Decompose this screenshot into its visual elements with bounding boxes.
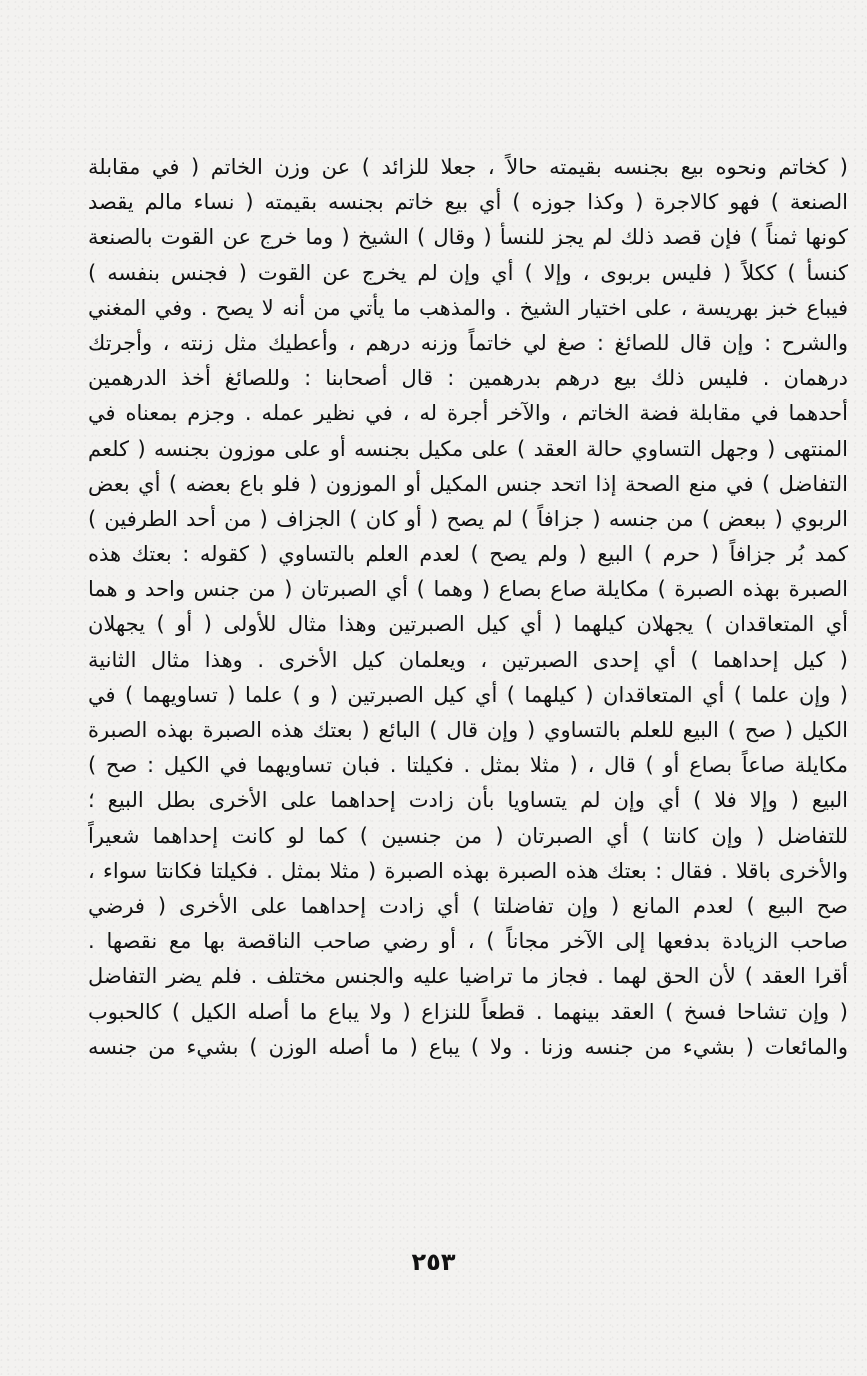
text-line: الربوي ( ببعض ) من جنسه ( جزافاً ) لم يصح ( أو كان ) الجزاف ( من أحد الطرفين ) bbox=[88, 506, 848, 531]
text-line: البيع ( وإلا فلا ) أي وإن لم يتساويا بأن زادت إحداهما على الأخرى بطل البيع ؛ bbox=[88, 788, 848, 813]
text-line: كمد بُر جزافاً ( حرم ) البيع ( ولم يصح ) لعدم العلم بالتساوي ( كقوله : بعتك هذه bbox=[88, 542, 848, 567]
text-line: كونها ثمناً ) فإن قصد ذلك لم يجز للنسأ ( وقال ) الشيخ ( وما خرج عن القوت بالصنعة bbox=[88, 225, 848, 250]
text-line: الصبرة بهذه الصبرة ) مكايلة صاع بصاع ( وهما ) أي الصبرتان ( من جنس واحد و هما bbox=[88, 577, 848, 602]
text-line: درهمان . فليس ذلك بيع درهم بدرهمين : قال أصحابنا : وللصائغ أخذ الدرهمين bbox=[88, 366, 848, 391]
text-line: صح البيع ) لعدم المانع ( وإن تفاضلتا ) أي زادت إحداهما على الأخرى ( فرضي bbox=[88, 893, 848, 918]
text-line: ( وإن تشاحا فسخ ) العقد بينهما . قطعاً للنزاع ( ولا يباع ما أصله الكيل ) كالحبوب bbox=[88, 999, 848, 1024]
text-line: كنسأ ) ككلاً ( فليس بربوى ، وإلا ) أي وإن لم يخرج عن القوت ( فجنس بنفسه ) bbox=[88, 260, 848, 285]
text-line: الصنعة ) فهو كالاجرة ( وكذا جوزه ) أي بيع خاتم بجنسه بقيمته ( نساء مالم يقصد bbox=[88, 190, 848, 215]
text-line: والمائعات ( بشيء من جنسه وزنا . ولا ) يباع ( ما أصله الوزن ) بشيء من جنسه bbox=[88, 1034, 848, 1059]
text-line: التفاضل ) في منع الصحة إذا اتحد جنس المكيل أو الموزون ( فلو باع بعضه ) أي بعض bbox=[88, 471, 848, 496]
text-line: مكايلة صاعاً بصاع أو ) قال ، ( مثلا بمثل . فكيلتا . فبان تساويهما في الكيل : صح ) bbox=[88, 753, 848, 778]
text-line: أي المتعاقدان ) يجهلان كيلهما ( أي كيل الصبرتين وهذا مثال للأولى ( أو ) يجهلان bbox=[88, 612, 848, 637]
text-line: الكيل ( صح ) البيع للعلم بالتساوي ( وإن قال ) البائع ( بعتك هذه الصبرة بهذه الصبرة bbox=[88, 718, 848, 742]
text-line: والأخرى باقلا . فقال : بعتك هذه الصبرة بهذه الصبرة ( مثلا بمثل . فكيلتا فكانتا سواء ، bbox=[88, 858, 848, 883]
page-number: ٢٥٣ bbox=[411, 1248, 456, 1276]
text-line: أحدهما في مقابلة فضة الخاتم ، والآخر أجرة له ، في نظير عمله . وجزم بمعناه في bbox=[88, 401, 848, 426]
text-line: ( كخاتم ونحوه بيع بجنسه بقيمته حالاً ، جعلا للزائد ) عن وزن الخاتم ( في مقابلة bbox=[88, 155, 848, 179]
text-line: والشرح : وإن قال للصائغ : صغ لي خاتماً وزنه درهم ، وأعطيك مثل زنته ، وأجرتك bbox=[88, 330, 848, 355]
text-line: فيباع خبز بهريسة ، على اختيار الشيخ . والمذهب ما يأتي من أنه لا يصح . وفي المغني bbox=[88, 295, 848, 320]
text-line: للتفاضل ( وإن كانتا ) أي الصبرتان ( من جنسين ) كما لو كانت إحداهما شعيراً bbox=[88, 823, 848, 848]
text-line: صاحب الزيادة بدفعها إلى الآخر مجاناً ) ، أو رضي صاحب الناقصة بها مع نقصها . bbox=[88, 929, 848, 954]
body-text bbox=[88, 150, 848, 1065]
text-line: ( وإن علما ) أي المتعاقدان ( كيلهما ) أي كيل الصبرتين ( و ) علما ( تساويهما ) في bbox=[88, 682, 848, 707]
text-line: أقرا العقد ) لأن الحق لهما . فجاز ما تراضيا عليه والجنس مختلف . فلم يضر التفاضل bbox=[88, 964, 848, 989]
text-line: المنتهى ( وجهل التساوي حالة العقد ) على مكيل بجنسه أو على موزون بجنسه ( كلعم bbox=[88, 436, 848, 461]
text-line: ( كيل إحداهما ) أي إحدى الصبرتين ، ويعلمان كيل الأخرى . وهذا مثال الثانية bbox=[88, 647, 848, 672]
